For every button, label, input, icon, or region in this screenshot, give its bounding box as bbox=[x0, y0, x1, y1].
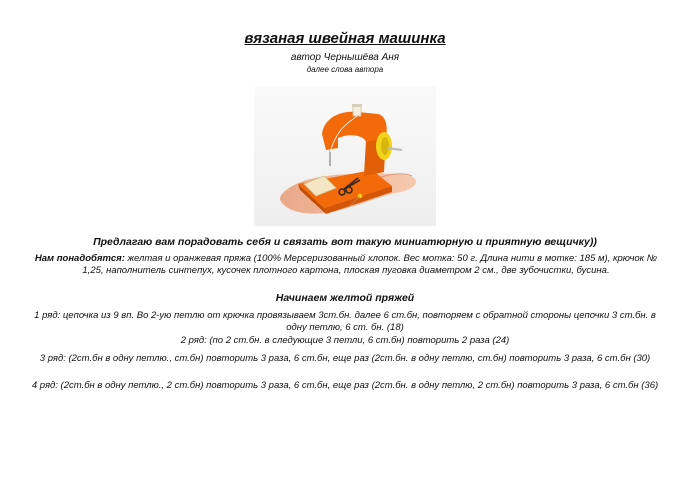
pattern-row-3: 3 ряд: (2ст.бн в одну петлю., ст.бн) повторить 3 раза, 6 ст.бн, еще раз (2ст.бн. в одну петлю, ст.бн) повторить 3 раза, 6 ст.бн (30) bbox=[39, 353, 651, 364]
document-title: вязаная швейная машинка bbox=[244, 30, 446, 47]
materials-paragraph bbox=[24, 253, 668, 277]
materials-label: Нам понадобятся: bbox=[34, 253, 125, 264]
intro-text: Предлагаю вам порадовать себя и связать вот такую миниатюрную и приятную вещичку)) bbox=[93, 236, 597, 248]
crocheted-sewing-machine-image bbox=[254, 86, 436, 226]
pattern-row-2: 2 ряд: (по 2 ст.бн. в следующие 3 петли, 6 ст.бн) повторить 2 раза (24) bbox=[180, 335, 510, 346]
author-note: далее слова автора bbox=[306, 65, 384, 74]
pattern-row-1: 1 ряд: цепочка из 9 вп. Во 2-ую петлю от крючка провязываем 3ст.бн. далее 6 ст.бн, повторяем с обратной стороны цепочки 3 ст.бн. в одну петлю, 6 ст. бн. (18) bbox=[34, 310, 656, 333]
author-line: автор Чернышёва Аня bbox=[290, 52, 400, 63]
pattern-row-4: 4 ряд: (2ст.бн в одну петлю., 2 ст.бн) повторить 3 раза, 6 ст.бн, еще раз (2ст.бн. в одну петлю, 2 ст.бн) повторить 3 раза, 6 ст.бн (36) bbox=[31, 380, 659, 391]
sewing-machine-photo bbox=[254, 86, 436, 226]
section-heading: Начинаем желтой пряжей bbox=[275, 292, 415, 304]
materials-text: желтая и оранжевая пряжа (100% Мерсеризованный хлопок. Вес мотка: 50 г. Длина нити в мотке: 185 м), крючок № 1,25, наполнитель синтепух, кусочек плотного картона, плоская пуговка диаметром 2 см., две зубочистки, бусина. bbox=[82, 253, 658, 276]
